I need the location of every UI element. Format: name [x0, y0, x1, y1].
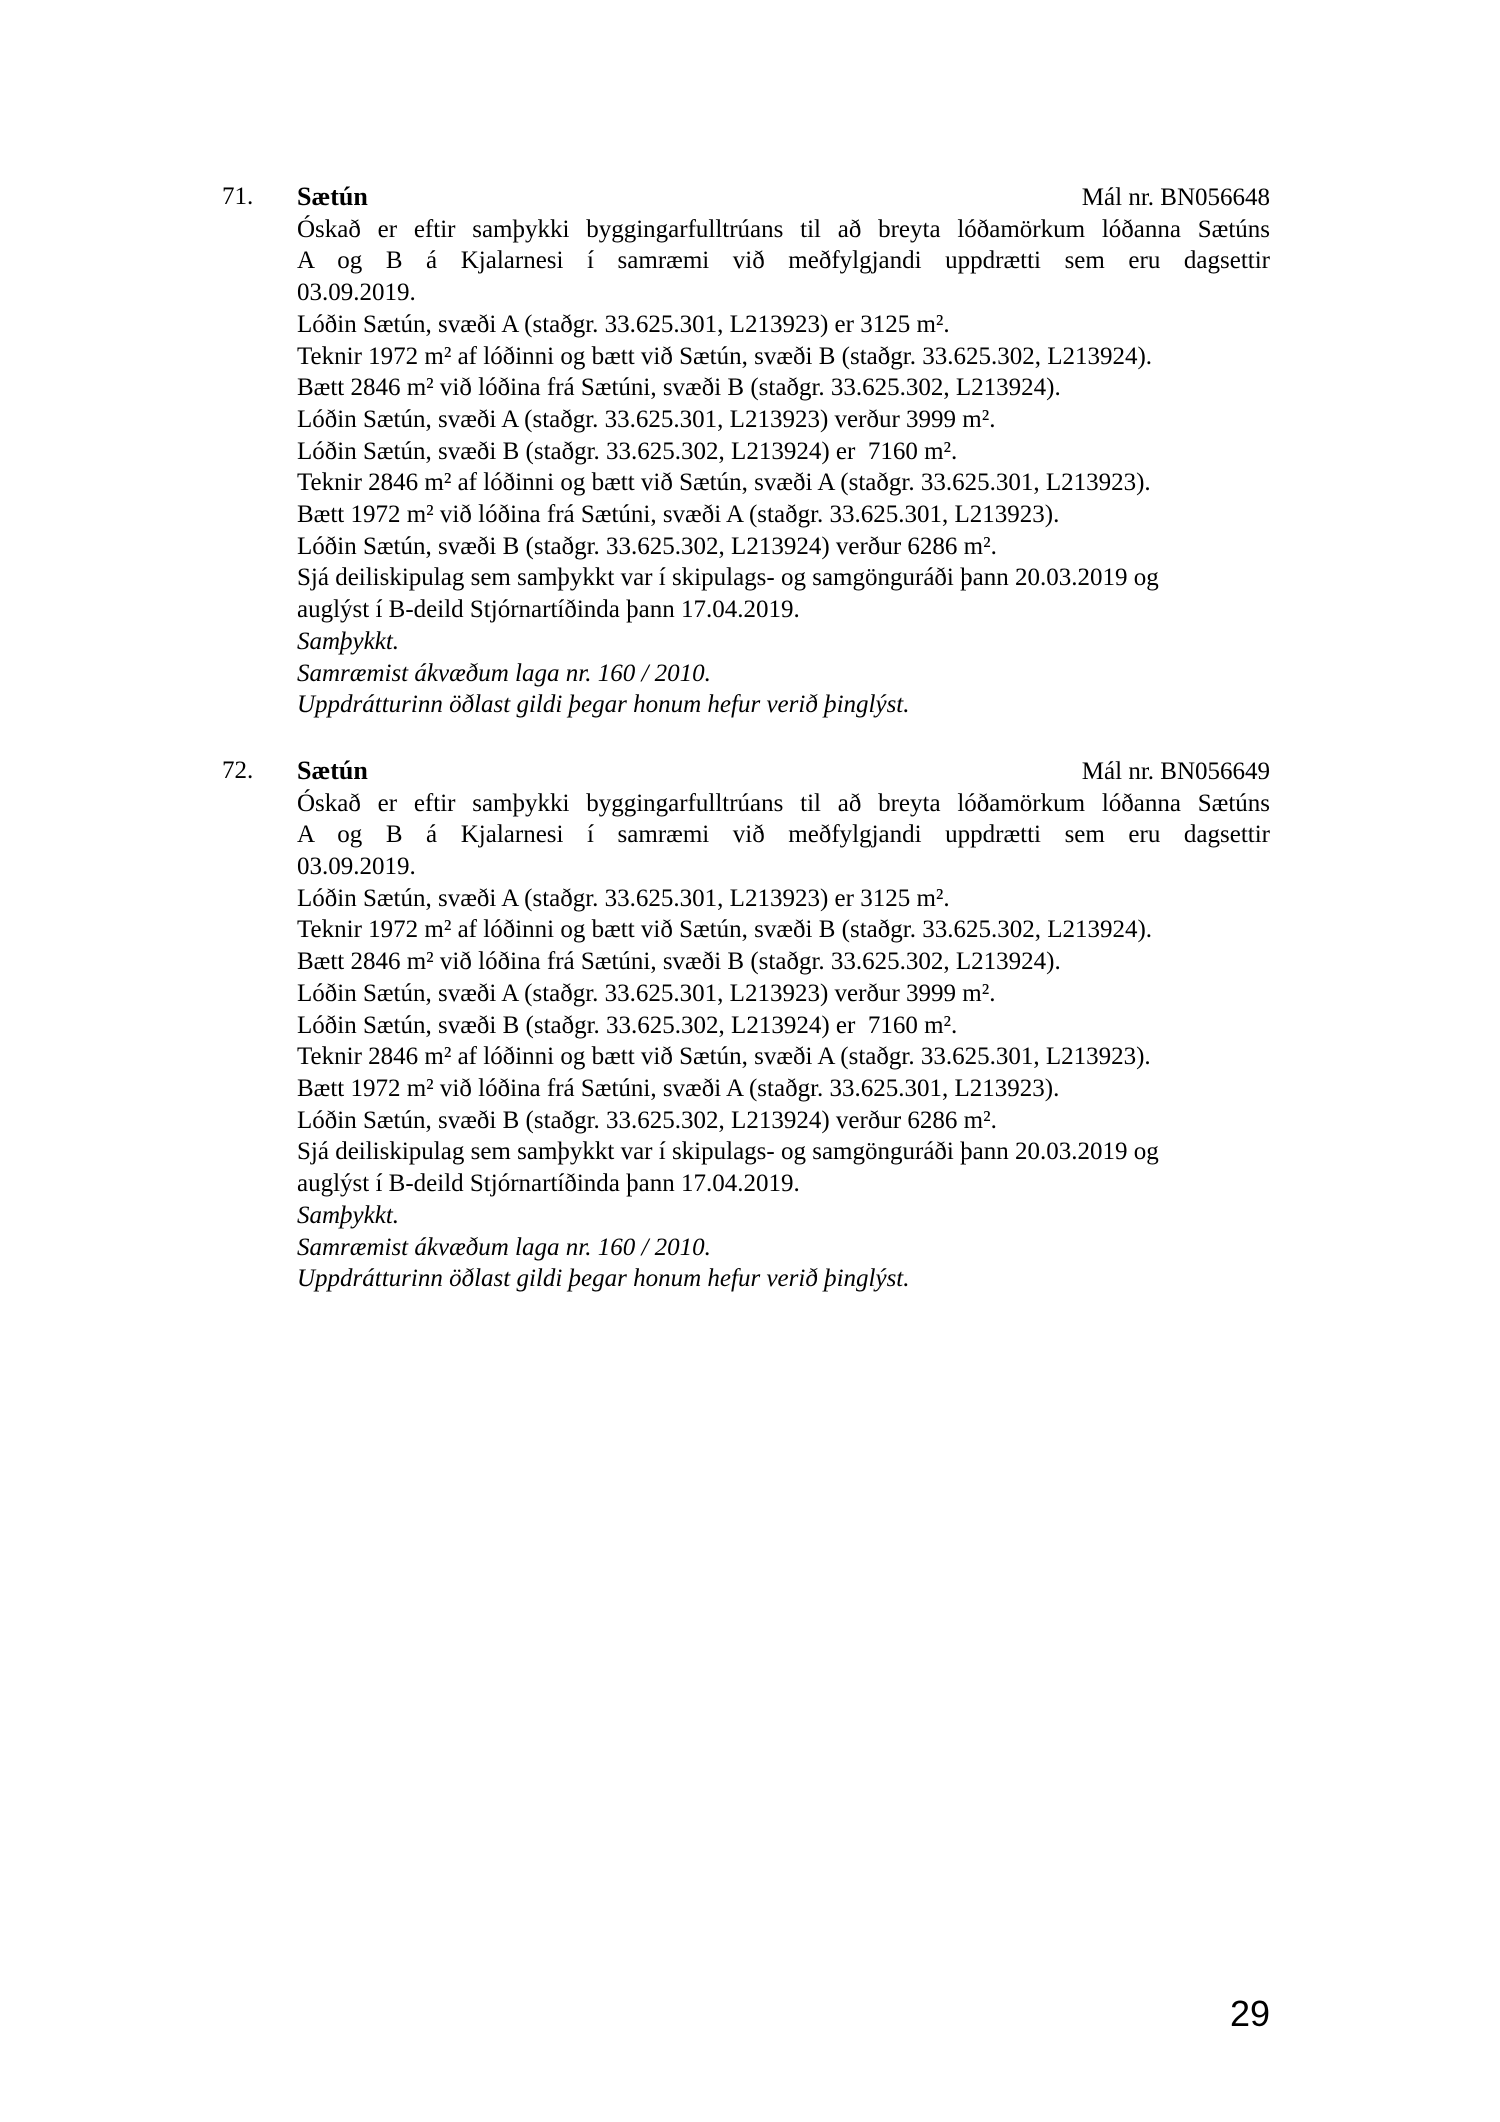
body-line: Lóðin Sætún, svæði B (staðgr. 33.625.302, L213924) verður 6286 m².	[297, 532, 997, 560]
verdict-line: Uppdrátturinn öðlast gildi þegar honum hefur verið þinglýst.	[297, 691, 910, 719]
body-line: Lóðin Sætún, svæði A (staðgr. 33.625.301, L213923) er 3125 m².	[297, 310, 950, 338]
verdict-line: Samræmist ákvæðum laga nr. 160 / 2010.	[297, 1233, 711, 1261]
intro-line: 03.09.2019.	[297, 279, 416, 307]
body-line: Lóðin Sætún, svæði B (staðgr. 33.625.302, L213924) verður 6286 m².	[297, 1106, 997, 1134]
case-number: Mál nr. BN056648	[1081, 184, 1270, 211]
item-intro-paragraph	[297, 214, 1270, 309]
verdict-line: Samþykkt.	[297, 1201, 400, 1229]
item-verdict-paragraph	[297, 1200, 1270, 1295]
item-header	[297, 181, 1270, 214]
body-line: Lóðin Sætún, svæði A (staðgr. 33.625.301, L213923) verður 3999 m².	[297, 979, 996, 1007]
agenda-item-72	[222, 755, 1270, 1295]
item-intro-paragraph	[297, 788, 1270, 883]
body-line: Lóðin Sætún, svæði B (staðgr. 33.625.302, L213924) er 7160 m².	[297, 437, 958, 465]
intro-line: A og B á Kjalarnesi í samræmi við meðfylgjandi uppdrætti sem eru dagsettir	[297, 821, 1270, 849]
body-line: Bætt 1972 m² við lóðina frá Sætúni, svæði A (staðgr. 33.625.301, L213923).	[297, 501, 1060, 529]
item-title: Sætún	[297, 182, 368, 211]
body-line: Teknir 1972 m² af lóðinni og bætt við Sætún, svæði B (staðgr. 33.625.302, L213924).	[297, 342, 1153, 370]
case-number: Mál nr. BN056649	[1081, 757, 1270, 785]
agenda-item-71	[222, 181, 1270, 721]
body-line: Bætt 2846 m² við lóðina frá Sætúni, svæði B (staðgr. 33.625.302, L213924).	[297, 374, 1061, 402]
intro-line: 03.09.2019.	[297, 853, 416, 881]
document-content	[222, 181, 1270, 1295]
body-line: Bætt 2846 m² við lóðina frá Sætúni, svæði B (staðgr. 33.625.302, L213924).	[297, 948, 1061, 976]
body-line: Teknir 2846 m² af lóðinni og bætt við Sætún, svæði A (staðgr. 33.625.301, L213923).	[297, 1043, 1151, 1071]
intro-line: Óskað er eftir samþykki byggingarfulltrúans til að breyta lóðamörkum lóðanna Sætúns	[297, 789, 1270, 817]
body-line: Bætt 1972 m² við lóðina frá Sætúni, svæði A (staðgr. 33.625.301, L213923).	[297, 1074, 1060, 1102]
body-line: Lóðin Sætún, svæði A (staðgr. 33.625.301, L213923) verður 3999 m².	[297, 405, 996, 433]
verdict-line: Samræmist ákvæðum laga nr. 160 / 2010.	[297, 659, 711, 687]
verdict-line: Samþykkt.	[297, 627, 400, 655]
intro-line: Óskað er eftir samþykki byggingarfulltrúans til að breyta lóðamörkum lóðanna Sætúns	[297, 215, 1270, 243]
item-body-paragraph	[297, 309, 1270, 626]
body-line: auglýst í B-deild Stjórnartíðinda þann 17.04.2019.	[297, 596, 800, 624]
page-number: 29	[1229, 1993, 1270, 2034]
body-line: Lóðin Sætún, svæði B (staðgr. 33.625.302, L213924) er 7160 m².	[297, 1011, 958, 1039]
body-line: Sjá deiliskipulag sem samþykkt var í skipulags- og samgönguráði þann 20.03.2019 og	[297, 564, 1159, 592]
item-number: 71.	[222, 183, 254, 210]
body-line: Lóðin Sætún, svæði A (staðgr. 33.625.301, L213923) er 3125 m².	[297, 884, 950, 912]
item-body-paragraph	[297, 883, 1270, 1200]
item-title: Sætún	[297, 755, 368, 785]
body-line: Teknir 1972 m² af lóðinni og bætt við Sætún, svæði B (staðgr. 33.625.302, L213924).	[297, 916, 1153, 944]
item-header	[297, 755, 1270, 788]
verdict-line: Uppdrátturinn öðlast gildi þegar honum hefur verið þinglýst.	[297, 1265, 910, 1293]
item-verdict-paragraph	[297, 626, 1270, 721]
body-line: Sjá deiliskipulag sem samþykkt var í skipulags- og samgönguráði þann 20.03.2019 og	[297, 1138, 1159, 1166]
body-line: auglýst í B-deild Stjórnartíðinda þann 17.04.2019.	[297, 1170, 800, 1198]
intro-line: A og B á Kjalarnesi í samræmi við meðfylgjandi uppdrætti sem eru dagsettir	[297, 247, 1270, 275]
item-number: 72.	[222, 756, 254, 784]
body-line: Teknir 2846 m² af lóðinni og bætt við Sætún, svæði A (staðgr. 33.625.301, L213923).	[297, 469, 1151, 497]
